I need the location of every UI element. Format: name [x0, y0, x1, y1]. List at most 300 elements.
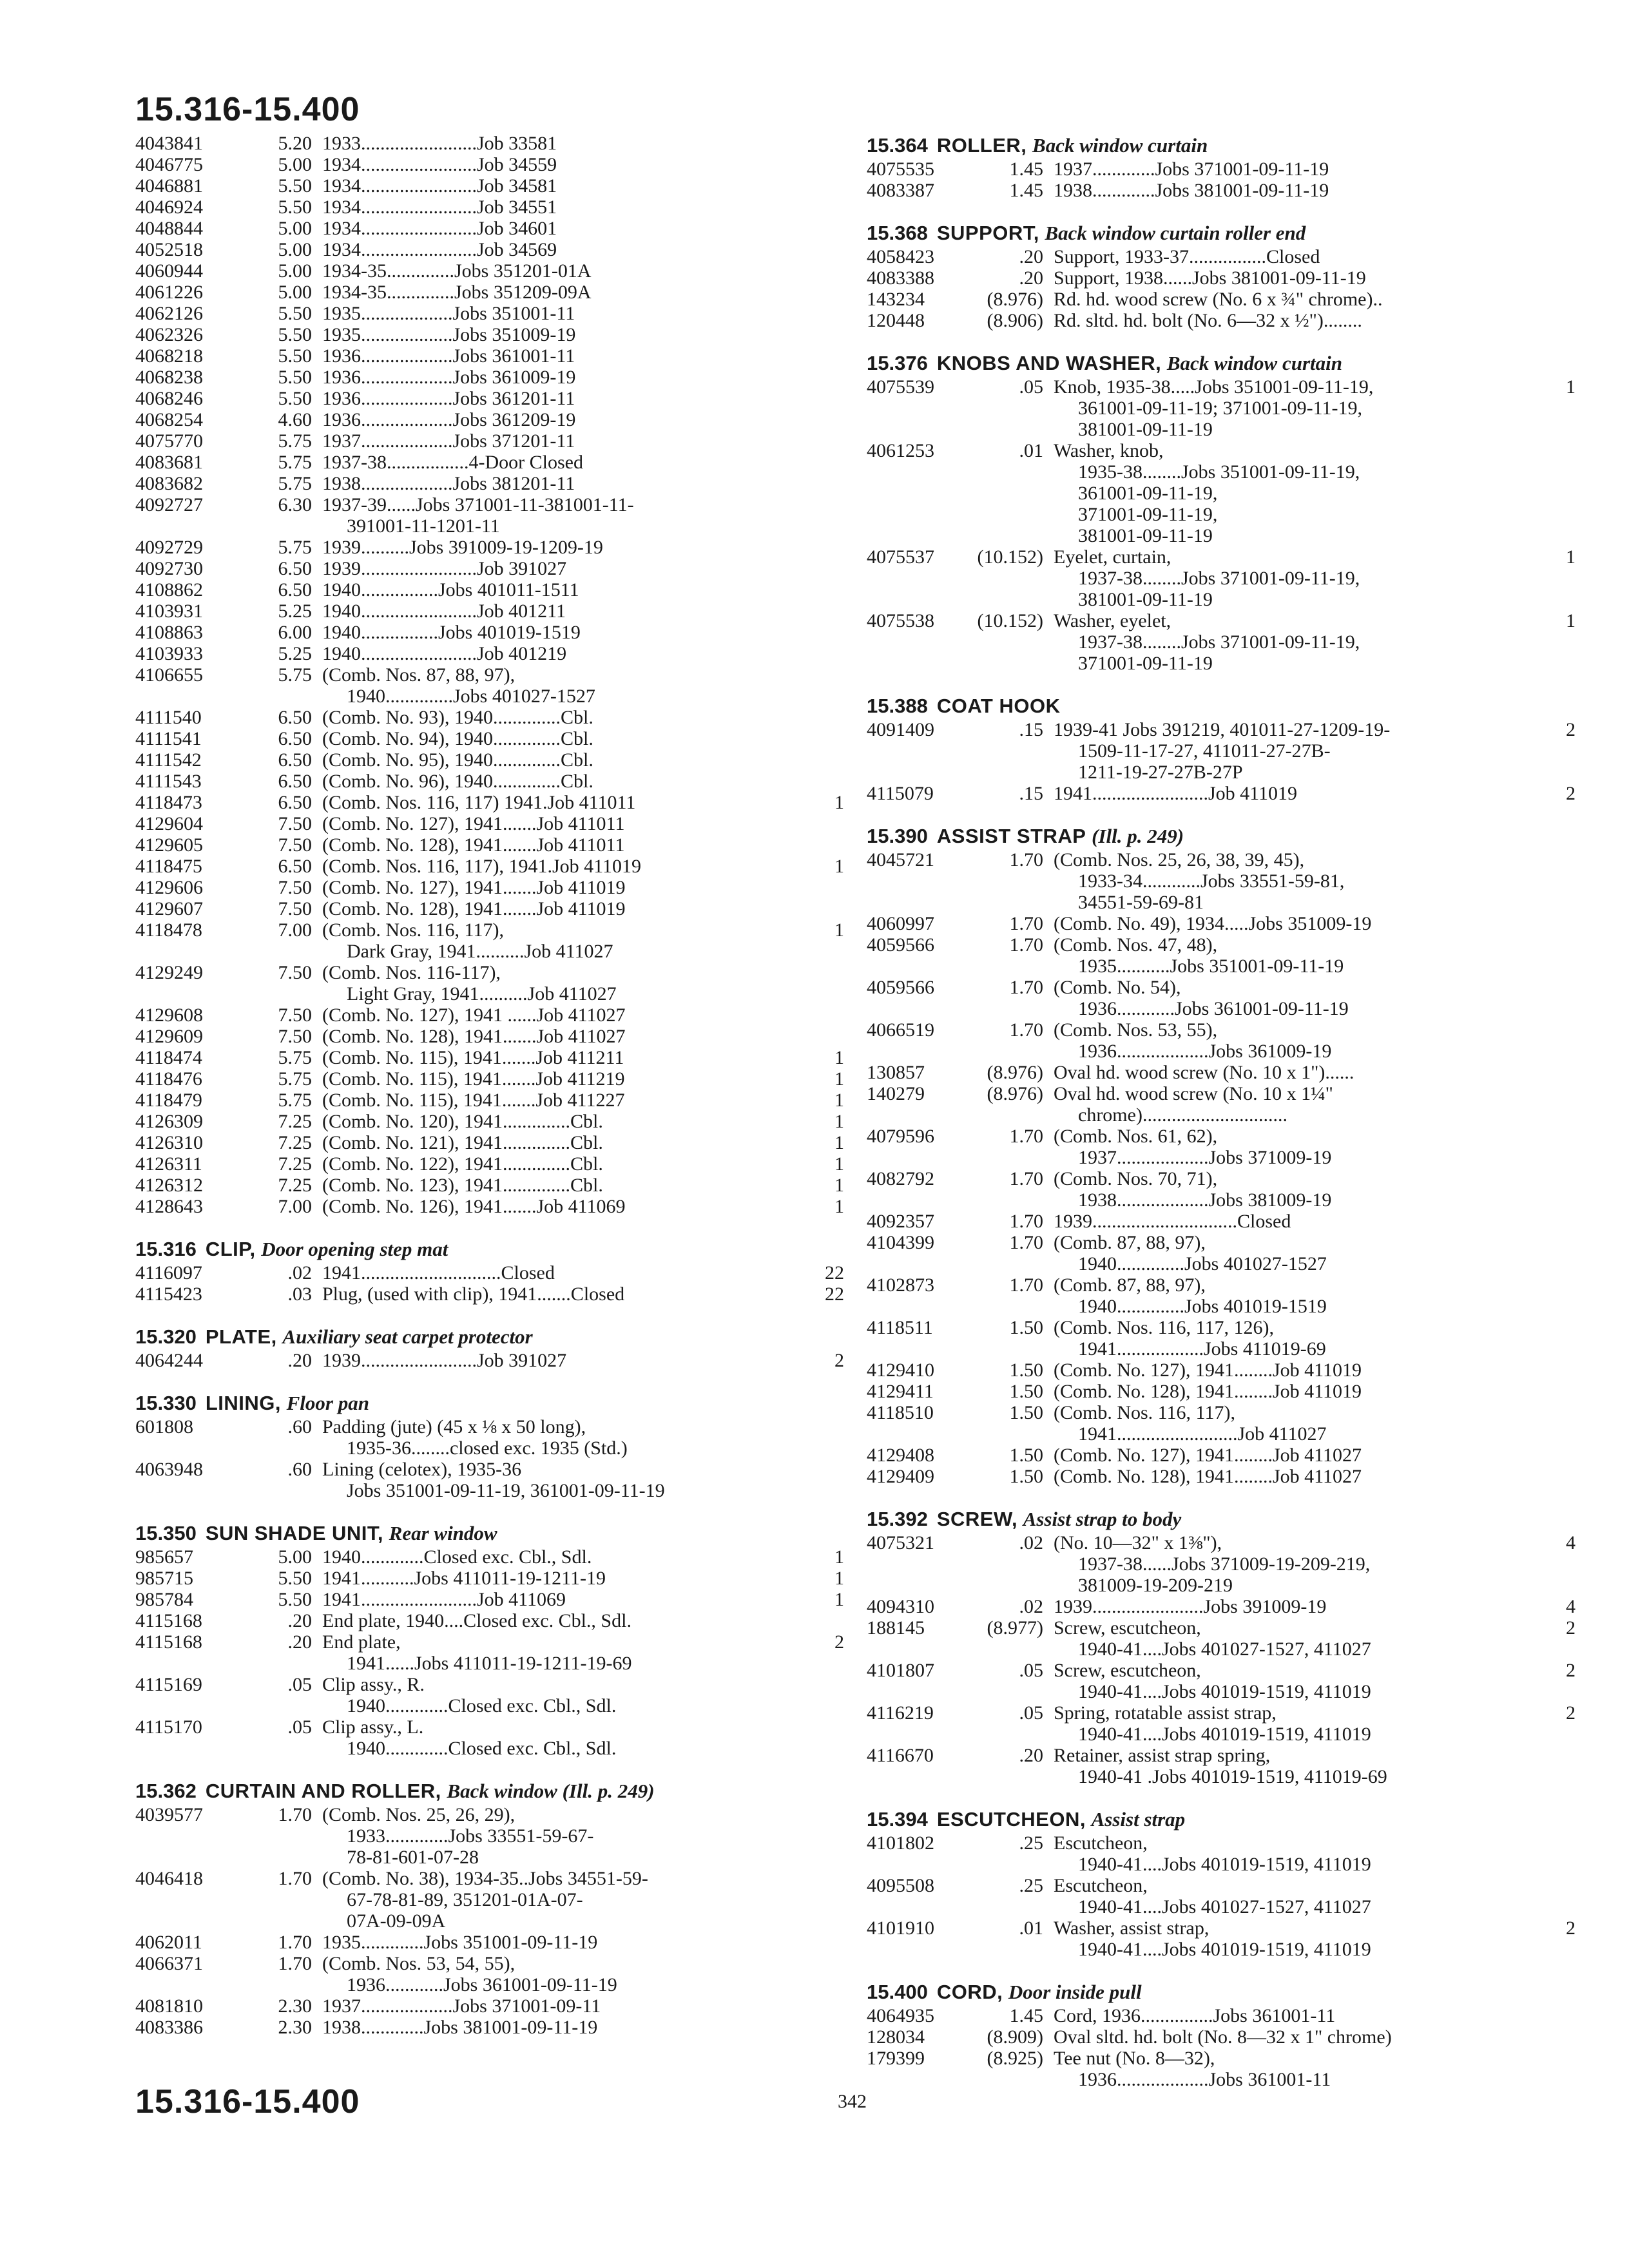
part-description [322, 558, 809, 579]
part-quantity [1540, 1062, 1576, 1083]
part-row [867, 1019, 1576, 1062]
description-line: 1941..................Jobs 411019-69 [1078, 1338, 1326, 1360]
part-row [135, 771, 844, 792]
part-number: 4094310 [867, 1596, 934, 1617]
part-description [322, 643, 809, 664]
part-quantity: 4 [1566, 1596, 1576, 1617]
part-price: 7.25 [278, 1111, 312, 1132]
part-row [135, 962, 844, 1004]
description-line: 381009-19-209-219 [1078, 1575, 1233, 1596]
part-number: 4104399 [867, 1232, 934, 1253]
part-row [135, 175, 844, 197]
description-line: 1509-11-17-27, 411011-27-27B- [1078, 740, 1331, 762]
part-row [867, 2048, 1576, 2090]
part-quantity [809, 133, 844, 154]
section [867, 1979, 1576, 2090]
section [867, 351, 1576, 674]
part-row [135, 558, 844, 579]
part-description [1054, 1019, 1540, 1062]
description-line: 1940-41....Jobs 401019-1519, 411019 [1078, 1724, 1371, 1745]
part-number: 4101802 [867, 1832, 934, 1854]
part-row [867, 849, 1576, 913]
description-line: 1933........................Job 33581 [322, 133, 557, 154]
part-price: 1.70 [1009, 977, 1043, 998]
part-quantity: 1 [834, 1568, 844, 1589]
part-description [322, 898, 809, 919]
part-price: .05 [287, 1716, 312, 1738]
part-description [1054, 1445, 1540, 1466]
description-line: 1937...................Jobs 371009-19 [1078, 1147, 1332, 1168]
part-row [135, 1804, 844, 1868]
part-description [322, 239, 809, 260]
part-row [135, 1175, 844, 1196]
part-quantity [809, 643, 844, 664]
part-description [1054, 546, 1540, 610]
part-row [135, 218, 844, 239]
part-description [1054, 267, 1540, 289]
part-price: 6.50 [278, 728, 312, 749]
part-row [135, 1674, 844, 1716]
description-line: 1936...................Jobs 361201-11 [322, 388, 575, 409]
part-number: 4061226 [135, 282, 203, 303]
part-number: 4115170 [135, 1716, 202, 1738]
section-description: (Ill. p. 249) [1092, 825, 1184, 847]
part-number: 4083386 [135, 2017, 203, 2038]
part-quantity [809, 452, 844, 473]
part-description [1054, 1917, 1540, 1960]
part-number: 4075321 [867, 1532, 934, 1553]
part-description [322, 452, 809, 473]
part-number: 4092357 [867, 1211, 934, 1232]
part-row [867, 1445, 1576, 1466]
part-price: 6.50 [278, 771, 312, 792]
part-quantity: 2 [834, 1631, 844, 1653]
part-quantity [809, 771, 844, 792]
part-quantity [1540, 246, 1576, 267]
part-quantity: 1 [834, 1111, 844, 1132]
description-line: 1935...................Jobs 351009-19 [322, 324, 576, 345]
part-price: 5.75 [278, 1090, 312, 1111]
part-price: 1.70 [1009, 1168, 1043, 1189]
part-quantity: 1 [1566, 610, 1576, 631]
part-row [867, 934, 1576, 977]
description-line: 1940..............Jobs 401027-1527 [347, 686, 595, 707]
description-line: 1940-41....Jobs 401019-1519, 411019 [1078, 1939, 1371, 1960]
section-noun: CURTAIN AND ROLLER, [205, 1780, 441, 1802]
part-quantity [1540, 2005, 1576, 2026]
part-number: 4111542 [135, 749, 202, 771]
part-number: 4092727 [135, 494, 203, 515]
part-row [867, 1875, 1576, 1917]
part-number: 4129408 [867, 1445, 934, 1466]
part-number: 4129411 [867, 1381, 934, 1402]
part-row [867, 1466, 1576, 1487]
part-quantity: 1 [1566, 376, 1576, 398]
part-price: .20 [287, 1610, 312, 1631]
part-price: 1.70 [1009, 913, 1043, 934]
section-noun: CLIP, [205, 1238, 256, 1260]
description-line: 1934........................Job 34601 [322, 218, 557, 239]
part-quantity [1540, 1875, 1576, 1917]
part-quantity: 1 [834, 856, 844, 877]
part-description [322, 260, 809, 282]
part-number: 4082792 [867, 1168, 934, 1189]
part-price: .01 [1019, 1917, 1043, 1939]
part-quantity [1540, 440, 1576, 546]
part-price: 5.50 [278, 367, 312, 388]
part-number: 179399 [867, 2048, 925, 2069]
part-description [322, 1932, 809, 1953]
part-description [322, 664, 809, 707]
description-line: Knob, 1935-38.....Jobs 351001-09-11-19, [1054, 376, 1374, 398]
description-line: 1939........................Job 391027 [322, 558, 567, 579]
description-line: (Comb. No. 128), 1941.......Job 411027 [322, 1026, 626, 1047]
description-line: Oval sltd. hd. bolt (No. 8—32 x 1" chrome) [1054, 2026, 1392, 2048]
part-quantity [1540, 310, 1576, 331]
description-line: 1940-41....Jobs 401027-1527, 411027 [1078, 1639, 1371, 1660]
part-price: 5.50 [278, 1589, 312, 1610]
part-price: 7.00 [278, 1196, 312, 1217]
part-quantity: 2 [834, 1350, 844, 1371]
part-price: 5.20 [278, 133, 312, 154]
part-description [1054, 376, 1540, 440]
description-line: 1938.............Jobs 381001-09-11-19 [322, 2017, 598, 2038]
part-description [1054, 440, 1540, 546]
part-number: 4060997 [867, 913, 934, 934]
part-number: 4101910 [867, 1917, 934, 1939]
part-price: (10.152) [977, 610, 1043, 631]
description-line: 78-81-601-07-28 [347, 1847, 479, 1868]
part-price: .02 [1019, 1596, 1043, 1617]
part-row [135, 197, 844, 218]
part-number: 4118474 [135, 1047, 202, 1068]
part-number: 4092729 [135, 537, 203, 558]
part-number: 4111543 [135, 771, 202, 792]
part-description [322, 1804, 809, 1868]
part-row [135, 388, 844, 409]
part-price: 5.75 [278, 1068, 312, 1090]
section-noun: ESCUTCHEON, [936, 1808, 1086, 1831]
part-description [1054, 180, 1540, 201]
part-number: 4045721 [867, 849, 934, 870]
part-quantity [809, 1004, 844, 1026]
part-number: 4126311 [135, 1153, 202, 1175]
section-description: Back window curtain roller end [1045, 222, 1306, 244]
section [135, 133, 844, 1217]
part-quantity: 1 [834, 1546, 844, 1568]
part-number: 4059566 [867, 934, 934, 956]
description-line: 1937-38.................4-Door Closed [322, 452, 583, 473]
description-line: (Comb. No. 127), 1941........Job 411027 [1054, 1445, 1362, 1466]
part-quantity: 1 [834, 1175, 844, 1196]
part-number: 4083681 [135, 452, 203, 473]
part-quantity: 2 [1566, 1917, 1576, 1939]
part-quantity [809, 1995, 844, 2017]
part-number: 4060944 [135, 260, 203, 282]
part-description [322, 1459, 809, 1501]
part-description [322, 813, 809, 834]
description-line: Spring, rotatable assist strap, [1054, 1702, 1277, 1724]
description-line: (Comb. Nos. 87, 88, 97), [322, 664, 516, 686]
description-line: (Comb. Nos. 53, 55), [1054, 1019, 1218, 1041]
description-line: 1936...................Jobs 361209-19 [322, 409, 576, 430]
part-price: .20 [1019, 246, 1043, 267]
part-number: 4046881 [135, 175, 203, 197]
part-row [135, 1153, 844, 1175]
part-price: 5.25 [278, 643, 312, 664]
part-row [867, 1832, 1576, 1875]
description-line: 1933-34............Jobs 33551-59-81, [1078, 870, 1345, 892]
part-quantity: 1 [1566, 546, 1576, 568]
section [867, 1506, 1576, 1787]
part-description [322, 1047, 809, 1068]
part-row [867, 1211, 1576, 1232]
description-line: 1934........................Job 34569 [322, 239, 557, 260]
description-line: Lining (celotex), 1935-36 [322, 1459, 522, 1480]
part-description [1054, 1126, 1540, 1168]
description-line: 1935...................Jobs 351001-11 [322, 303, 575, 324]
description-line: 1936............Jobs 361001-09-11-19 [1078, 998, 1349, 1019]
description-line: Screw, escutcheon, [1054, 1617, 1201, 1639]
part-quantity: 2 [1566, 1702, 1576, 1724]
section [867, 693, 1576, 804]
section-number: 15.350 [135, 1522, 197, 1544]
section-description: Back window curtain [1032, 134, 1208, 157]
section-description: Back window curtain [1166, 352, 1343, 374]
part-row [135, 643, 844, 664]
part-quantity [809, 324, 844, 345]
part-number: 4064935 [867, 2005, 934, 2026]
description-line: 1938...................Jobs 381201-11 [322, 473, 575, 494]
part-quantity: 1 [834, 1090, 844, 1111]
part-description [1054, 2026, 1540, 2048]
part-row [867, 1745, 1576, 1787]
part-row [867, 1702, 1576, 1745]
part-price: .25 [1019, 1875, 1043, 1896]
section-noun: ROLLER, [936, 134, 1027, 157]
part-quantity [1540, 1274, 1576, 1317]
part-number: 4103933 [135, 643, 203, 664]
description-line: (Comb. No. 38), 1934-35..Jobs 34551-59- [322, 1868, 648, 1889]
description-line: Clip assy., L. [322, 1716, 424, 1738]
part-quantity [809, 1716, 844, 1759]
part-description [322, 792, 809, 813]
part-number: 4126312 [135, 1175, 203, 1196]
part-description [1054, 1660, 1540, 1702]
description-line: 1940................Jobs 401019-1519 [322, 622, 581, 643]
part-quantity [809, 558, 844, 579]
part-row [135, 154, 844, 175]
part-price: 5.50 [278, 345, 312, 367]
part-quantity [1540, 849, 1576, 913]
description-line: 1935...........Jobs 351001-09-11-19 [1078, 956, 1344, 977]
part-row [135, 1459, 844, 1501]
part-number: 4083387 [867, 180, 934, 201]
description-line: (Comb. No. 54), [1054, 977, 1181, 998]
part-price: (10.152) [977, 546, 1043, 568]
description-line: 1934-35..............Jobs 351209-09A [322, 282, 592, 303]
section-number: 15.316 [135, 1238, 197, 1260]
part-description [1054, 1317, 1540, 1360]
part-quantity [809, 962, 844, 1004]
part-description [1054, 1745, 1540, 1787]
description-line: End plate, [322, 1631, 401, 1653]
description-line: Washer, knob, [1054, 440, 1164, 461]
part-price: 6.50 [278, 579, 312, 601]
part-number: 601808 [135, 1416, 193, 1437]
description-line: (Comb. No. 126), 1941.......Job 411069 [322, 1196, 626, 1217]
description-line: (Comb. No. 121), 1941..............Cbl. [322, 1132, 603, 1153]
part-price: 1.45 [1009, 180, 1043, 201]
part-row [867, 1062, 1576, 1083]
description-line: (Comb. Nos. 25, 26, 29), [322, 1804, 516, 1825]
part-quantity: 2 [1566, 1617, 1576, 1639]
part-quantity: 1 [834, 1196, 844, 1217]
description-line: Rd. sltd. hd. bolt (No. 6—32 x ½")........ [1054, 310, 1362, 331]
part-price: 1.70 [278, 1953, 312, 1974]
section-heading [867, 1807, 1576, 1832]
section-description: Door opening step mat [261, 1238, 448, 1260]
part-price: 1.70 [278, 1868, 312, 1889]
part-price: 5.50 [278, 388, 312, 409]
description-line: (Comb. Nos. 61, 62), [1054, 1126, 1218, 1147]
part-description [322, 282, 809, 303]
part-number: 4091409 [867, 719, 934, 740]
part-description [322, 175, 809, 197]
section-noun: PLATE, [205, 1325, 277, 1348]
part-quantity [809, 282, 844, 303]
part-description [1054, 246, 1540, 267]
part-number: 4102873 [867, 1274, 934, 1296]
description-line: 1940.............Closed exc. Cbl., Sdl. [347, 1738, 617, 1759]
part-price: 5.50 [278, 303, 312, 324]
part-quantity [809, 749, 844, 771]
description-line: 1936...................Jobs 361001-11 [1078, 2069, 1331, 2090]
section-description: Assist strap [1091, 1808, 1186, 1831]
description-line: 1937.............Jobs 371001-09-11-19 [1054, 159, 1329, 180]
description-line: 1935-36........closed exc. 1935 (Std.) [347, 1437, 628, 1459]
part-quantity [809, 1416, 844, 1459]
part-price: 1.45 [1009, 159, 1043, 180]
description-line: 1211-19-27-27B-27P [1078, 762, 1243, 783]
part-number: 4118511 [867, 1317, 933, 1338]
part-row [135, 303, 844, 324]
part-description [1054, 1875, 1540, 1917]
section-noun: CORD, [936, 1981, 1003, 2003]
left-column [135, 133, 844, 2057]
part-description [322, 1283, 809, 1305]
part-row [135, 707, 844, 728]
part-row [867, 1660, 1576, 1702]
part-price: 5.75 [278, 452, 312, 473]
part-row [135, 1868, 844, 1932]
description-line: Padding (jute) (45 x ⅛ x 50 long), [322, 1416, 586, 1437]
part-quantity [809, 494, 844, 537]
description-line: 1934........................Job 34581 [322, 175, 557, 197]
part-number: 4046775 [135, 154, 203, 175]
part-row [135, 1262, 844, 1283]
part-row [135, 1068, 844, 1090]
part-quantity [809, 728, 844, 749]
description-line: Eyelet, curtain, [1054, 546, 1171, 568]
section-number: 15.388 [867, 695, 928, 717]
description-line: (Comb. 87, 88, 97), [1054, 1274, 1206, 1296]
part-number: 4043841 [135, 133, 203, 154]
part-quantity [1540, 2048, 1576, 2090]
part-row [135, 473, 844, 494]
description-line: 371001-09-11-19, [1078, 504, 1218, 525]
part-number: 4095508 [867, 1875, 934, 1896]
part-price: .20 [1019, 267, 1043, 289]
description-line: 1941...........Jobs 411011-19-1211-19 [322, 1568, 606, 1589]
part-description [322, 473, 809, 494]
part-price: 1.50 [1009, 1466, 1043, 1487]
part-row [135, 1589, 844, 1610]
section-noun: SUN SHADE UNIT, [205, 1522, 384, 1544]
part-number: 4129409 [867, 1466, 934, 1487]
part-description [322, 749, 809, 771]
part-description [1054, 1083, 1540, 1126]
part-description [1054, 1596, 1540, 1617]
part-quantity [809, 260, 844, 282]
part-price: 5.75 [278, 664, 312, 686]
description-line: Tee nut (No. 8—32), [1054, 2048, 1215, 2069]
part-price: (8.906) [987, 310, 1043, 331]
part-number: 4058423 [867, 246, 934, 267]
part-description [1054, 2005, 1540, 2026]
part-number: 4129604 [135, 813, 203, 834]
part-price: .20 [1019, 1745, 1043, 1766]
part-row [867, 289, 1576, 310]
part-quantity [1540, 1211, 1576, 1232]
part-quantity [809, 707, 844, 728]
description-line: Oval hd. wood screw (No. 10 x 1¼" [1054, 1083, 1333, 1104]
part-number: 4129605 [135, 834, 203, 856]
part-row [135, 728, 844, 749]
part-price: 7.50 [278, 1004, 312, 1026]
part-quantity [809, 1868, 844, 1932]
description-line: 1936...................Jobs 361001-11 [322, 345, 575, 367]
description-line: 371001-09-11-19 [1078, 653, 1213, 674]
part-row [135, 2017, 844, 2038]
part-description [1054, 1832, 1540, 1875]
part-description [322, 962, 809, 1004]
part-number: 188145 [867, 1617, 925, 1639]
part-number: 4075535 [867, 159, 934, 180]
description-line: 361001-09-11-19, [1078, 483, 1218, 504]
section-noun: ASSIST STRAP [936, 825, 1086, 847]
description-line: Clip assy., R. [322, 1674, 425, 1695]
part-quantity [809, 409, 844, 430]
section-number: 15.376 [867, 352, 928, 374]
section [135, 1778, 844, 2038]
part-row [867, 1083, 1576, 1126]
description-line: (Comb. No. 94), 1940..............Cbl. [322, 728, 593, 749]
part-description [322, 1995, 809, 2017]
description-line: Escutcheon, [1054, 1832, 1148, 1854]
part-price: .03 [287, 1283, 312, 1305]
description-line: (Comb. No. 120), 1941..............Cbl. [322, 1111, 603, 1132]
description-line: Jobs 351001-09-11-19, 361001-09-11-19 [347, 1480, 665, 1501]
part-description [322, 1674, 809, 1716]
part-quantity [1540, 1019, 1576, 1062]
part-number: 4118475 [135, 856, 202, 877]
part-number: 4075537 [867, 546, 934, 568]
part-price: 1.50 [1009, 1360, 1043, 1381]
section [867, 133, 1576, 201]
part-price: 5.75 [278, 537, 312, 558]
part-quantity [809, 1610, 844, 1631]
